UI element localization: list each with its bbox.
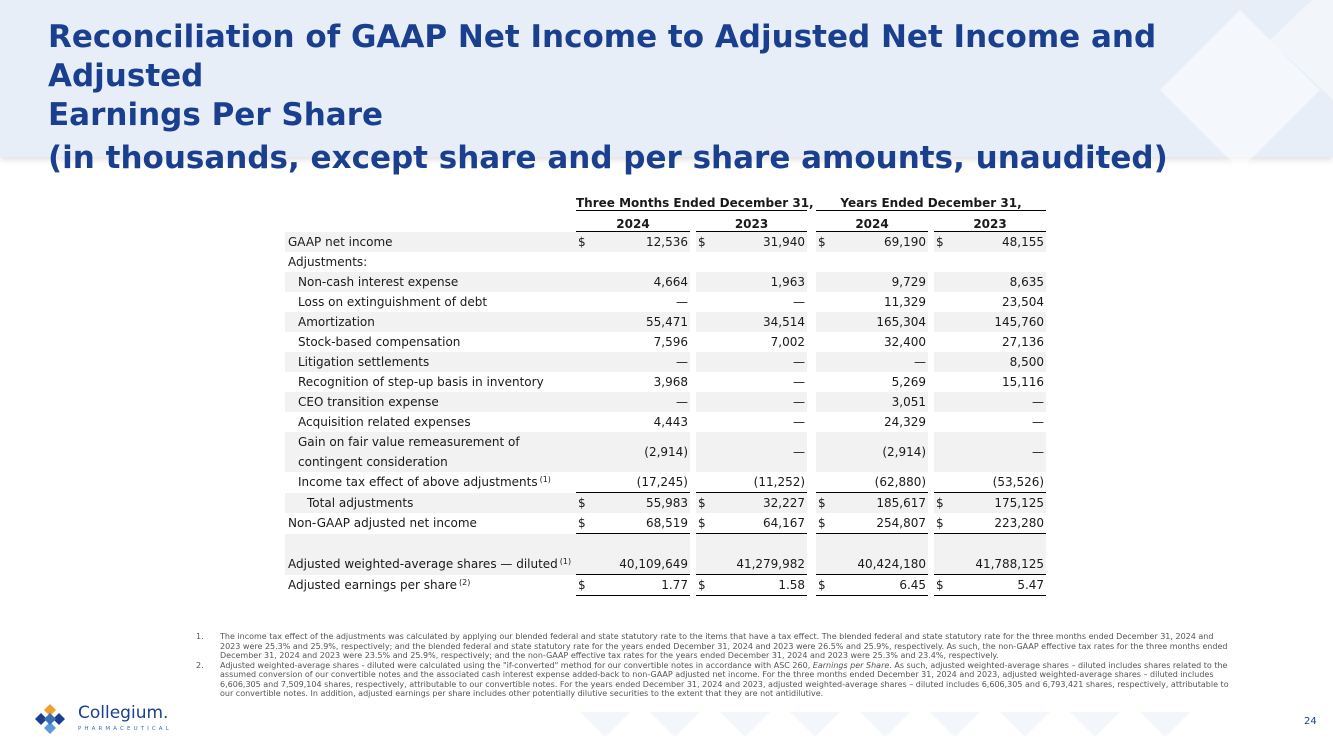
row-label — [285, 554, 576, 575]
currency-symbol — [696, 372, 716, 392]
value-cell: (53,526) — [992, 475, 1045, 489]
table-row — [285, 252, 1046, 272]
currency-symbol — [934, 392, 954, 412]
group-header-row — [285, 190, 1046, 211]
currency-symbol — [576, 312, 596, 332]
value-cell: 7,596 — [653, 335, 688, 349]
currency-symbol — [934, 372, 954, 392]
currency-symbol: $ — [816, 493, 836, 514]
footnotes — [196, 632, 1232, 699]
row-label-text: Adjusted earnings per share — [288, 578, 458, 592]
value-cell: (2,914) — [836, 432, 928, 472]
value-cell: — — [793, 375, 806, 389]
footnote-ref: (1) — [559, 557, 572, 567]
value-cell: 41,279,982 — [716, 554, 807, 575]
row-label-text: Adjustments: — [288, 255, 368, 269]
logo-name: Collegium. — [78, 703, 169, 723]
table-row — [285, 412, 1046, 432]
value-cell: — — [596, 392, 690, 412]
row-label-text: Gain on fair value remeasurement of contingent consideration — [298, 435, 520, 469]
value-cell: (11,252) — [753, 475, 806, 489]
value-cell: 32,227 — [716, 493, 807, 514]
row-label — [285, 392, 576, 412]
page-title — [48, 18, 1288, 178]
table-row — [285, 272, 1046, 292]
value-cell: 34,514 — [716, 312, 807, 332]
currency-symbol — [934, 472, 954, 493]
value-cell: — — [954, 432, 1046, 472]
currency-symbol: $ — [576, 493, 596, 514]
value-cell: — — [716, 392, 807, 412]
value-cell: 3,968 — [653, 375, 688, 389]
value-cell: — — [716, 432, 807, 472]
currency-symbol: $ — [576, 232, 596, 253]
currency-symbol — [576, 372, 596, 392]
currency-symbol — [934, 432, 954, 472]
row-label-text: Total adjustments — [307, 495, 414, 510]
year-header: 2023 — [696, 211, 807, 232]
value-cell: 68,519 — [596, 513, 690, 534]
row-label — [285, 272, 576, 292]
row-label — [285, 372, 576, 392]
value-cell: 55,471 — [596, 312, 690, 332]
header-years: Years Ended December 31, — [816, 190, 1046, 211]
currency-symbol — [696, 412, 716, 432]
footnote-1 — [196, 632, 1232, 661]
value-cell: 254,807 — [836, 513, 928, 534]
table-row — [285, 332, 1046, 352]
currency-symbol: $ — [696, 232, 716, 253]
currency-symbol: $ — [934, 575, 954, 596]
table-row — [285, 513, 1046, 534]
row-label-text: CEO transition expense — [298, 395, 439, 409]
currency-symbol — [696, 292, 716, 312]
currency-symbol — [696, 252, 716, 272]
footnote-ref: (2) — [459, 578, 471, 587]
currency-symbol — [816, 312, 836, 332]
row-label — [285, 432, 576, 472]
currency-symbol: $ — [696, 575, 716, 596]
value-cell: 15,116 — [1002, 375, 1045, 389]
value-cell: 1,963 — [716, 272, 807, 292]
value-cell: — — [793, 295, 806, 309]
currency-symbol — [816, 554, 836, 575]
footnote-text: The income tax effect of the adjustments was calculated by applying our blended federal and state statutory rate to the items that have a tax effect. The blended federal and state statutory rate for the three months ended December 31, 2024 and 2023 were 25.3% and 25.9%, respectively; and the blended federal and state statutory rate for the years ended December 31, 2024 and 2023 were 26.5% and 25.9%, respectively. As such, the non-GAAP effective tax rates for the three months ended December 31, 2024 and 2023 were 23.5% and 25.9%, respectively; and the non-GAAP effective tax rates for the years ended December 31, 2024 and 2023 were 25.3% and 23.4%, respectively. — [220, 632, 1228, 660]
row-label-text: Non-cash interest expense — [298, 275, 459, 289]
currency-symbol: $ — [934, 232, 954, 253]
currency-symbol: $ — [816, 575, 836, 596]
currency-symbol — [816, 372, 836, 392]
currency-symbol — [696, 432, 716, 472]
value-cell: 5,269 — [891, 375, 927, 389]
row-label-text: Income tax effect of above adjustments — [298, 475, 538, 490]
value-cell: 165,304 — [836, 312, 928, 332]
value-cell: (2,914) — [596, 432, 690, 472]
value-cell: 4,443 — [653, 415, 688, 429]
currency-symbol: $ — [696, 513, 716, 534]
footer-decoration — [560, 702, 1260, 749]
currency-symbol: $ — [934, 493, 954, 514]
currency-symbol — [696, 352, 716, 372]
value-cell: — — [596, 352, 690, 372]
table-row — [285, 372, 1046, 392]
footnote-2 — [196, 661, 1232, 699]
table-row — [285, 292, 1046, 312]
title-subtitle: (in thousands, except share and per share amounts, unaudited) — [48, 140, 1168, 176]
currency-symbol — [816, 392, 836, 412]
header-band — [0, 0, 1333, 176]
value-cell: 31,940 — [716, 232, 807, 253]
currency-symbol: $ — [816, 513, 836, 534]
footnote-number: 2. — [196, 660, 204, 670]
value-cell: — — [836, 352, 928, 372]
value-cell: 185,617 — [836, 493, 928, 514]
value-cell: (17,245) — [636, 475, 688, 489]
value-cell: 41,788,125 — [954, 554, 1046, 575]
value-cell: 5.47 — [954, 575, 1046, 596]
currency-symbol — [576, 472, 596, 493]
currency-symbol — [696, 272, 716, 292]
currency-symbol — [934, 554, 954, 575]
currency-symbol — [816, 292, 836, 312]
row-label-text: Acquisition related expenses — [298, 415, 471, 429]
row-label-text: Non-GAAP adjusted net income — [288, 516, 477, 531]
footnote-emphasis: Earnings per Share — [812, 660, 890, 670]
currency-symbol — [816, 352, 836, 372]
table-row — [285, 575, 1046, 596]
spacer-row — [285, 534, 1046, 555]
currency-symbol — [696, 392, 716, 412]
table-row — [285, 352, 1046, 372]
footnote-text: . As such, adjusted weighted-average shares – diluted includes shares related to the assumed conversion of our convertible notes and the associated cash interest expense added-back to non-GAAP adjusted net income. For the three months ended December 31, 2024 and 2023, adjusted weighted-average shares – diluted includes 6,606,305 and 7,509,104 shares, respectively, attributable to our convertible notes. For the years ended December 31, 2024 and 2023, adjusted weighted-average shares – diluted includes 6,606,305 and 6,793,421 shares, respectively, attributable to our convertible notes. In addition, adjusted earnings per share includes other potentially dilutive securities to the extent that they are not antidilutive. — [220, 660, 1229, 698]
value-cell: 223,280 — [954, 513, 1046, 534]
row-label-text: Adjusted weighted-average shares — diluted — [288, 557, 558, 572]
row-label — [285, 472, 576, 493]
value-cell — [836, 252, 928, 272]
table-row — [285, 554, 1046, 575]
value-cell: 55,983 — [596, 493, 690, 514]
value-cell — [716, 252, 807, 272]
footnote-text: Adjusted weighted-average shares - diluted were calculated using the "if-converted" method for our convertible notes in accordance with ASC 260, — [220, 660, 813, 670]
currency-symbol — [816, 412, 836, 432]
year-header-row — [285, 211, 1046, 232]
value-cell: 12,536 — [596, 232, 690, 253]
row-label — [285, 232, 576, 253]
title-line-1: Reconciliation of GAAP Net Income to Adjusted Net Income and Adjusted — [48, 19, 1157, 94]
value-cell: 23,504 — [1002, 295, 1045, 309]
row-label-text: Amortization — [298, 315, 375, 329]
currency-symbol — [934, 272, 954, 292]
value-cell: 32,400 — [884, 335, 927, 349]
logo-subtitle: PHARMACEUTICAL — [78, 726, 172, 732]
currency-symbol: $ — [934, 513, 954, 534]
value-cell: 175,125 — [954, 493, 1046, 514]
currency-symbol — [816, 432, 836, 472]
currency-symbol — [816, 332, 836, 352]
currency-symbol — [576, 292, 596, 312]
value-cell: 11,329 — [884, 295, 927, 309]
table-row — [285, 493, 1046, 514]
currency-symbol — [696, 554, 716, 575]
value-cell: 9,729 — [836, 272, 928, 292]
currency-symbol — [934, 292, 954, 312]
collegium-mark-icon — [36, 701, 76, 735]
row-label — [285, 352, 576, 372]
currency-symbol — [576, 554, 596, 575]
value-cell: 8,500 — [954, 352, 1046, 372]
row-label-text: Recognition of step-up basis in inventory — [298, 375, 544, 389]
table-row — [285, 392, 1046, 412]
year-header: 2024 — [816, 211, 928, 232]
value-cell: 3,051 — [836, 392, 928, 412]
row-label-text: Stock-based compensation — [298, 335, 461, 349]
row-label-text: GAAP net income — [288, 234, 393, 249]
currency-symbol — [934, 312, 954, 332]
value-cell: 64,167 — [716, 513, 807, 534]
value-cell: 69,190 — [836, 232, 928, 253]
currency-symbol: $ — [696, 493, 716, 514]
currency-symbol — [576, 412, 596, 432]
currency-symbol — [576, 252, 596, 272]
row-label — [285, 312, 576, 332]
row-label — [285, 292, 576, 312]
currency-symbol — [934, 412, 954, 432]
value-cell: 1.58 — [716, 575, 807, 596]
page-number: 24 — [1304, 716, 1317, 727]
value-cell — [596, 252, 690, 272]
currency-symbol — [696, 332, 716, 352]
value-cell: — — [716, 352, 807, 372]
currency-symbol — [934, 352, 954, 372]
currency-symbol: $ — [816, 232, 836, 253]
currency-symbol — [576, 352, 596, 372]
company-logo — [36, 697, 196, 741]
value-cell: 145,760 — [954, 312, 1046, 332]
value-cell: 6.45 — [836, 575, 928, 596]
title-line-2: Earnings Per Share — [48, 97, 384, 133]
currency-symbol — [696, 472, 716, 493]
currency-symbol — [816, 252, 836, 272]
currency-symbol — [934, 332, 954, 352]
value-cell — [954, 252, 1046, 272]
currency-symbol — [696, 312, 716, 332]
row-label — [285, 493, 576, 514]
currency-symbol: $ — [576, 513, 596, 534]
footnote-number: 1. — [196, 632, 204, 641]
currency-symbol: $ — [576, 575, 596, 596]
value-cell: — — [954, 392, 1046, 412]
row-label-text: Litigation settlements — [298, 355, 430, 369]
value-cell: 27,136 — [1002, 335, 1045, 349]
value-cell: 48,155 — [954, 232, 1046, 253]
value-cell: 40,109,649 — [596, 554, 690, 575]
year-header: 2024 — [576, 211, 690, 232]
currency-symbol — [576, 392, 596, 412]
value-cell: 4,664 — [596, 272, 690, 292]
value-cell: 1.77 — [596, 575, 690, 596]
value-cell: — — [1032, 415, 1045, 429]
value-cell: — — [676, 295, 688, 309]
value-cell: 24,329 — [884, 415, 927, 429]
value-cell: (62,880) — [874, 475, 927, 489]
row-label — [285, 513, 576, 534]
currency-symbol — [576, 332, 596, 352]
row-label — [285, 412, 576, 432]
currency-symbol — [816, 272, 836, 292]
row-label — [285, 332, 576, 352]
table-row — [285, 232, 1046, 253]
row-label — [285, 575, 576, 596]
value-cell: 8,635 — [954, 272, 1046, 292]
year-header: 2023 — [934, 211, 1046, 232]
value-cell: — — [793, 415, 806, 429]
table-row — [285, 472, 1046, 493]
currency-symbol — [576, 432, 596, 472]
currency-symbol — [576, 272, 596, 292]
value-cell: 40,424,180 — [836, 554, 928, 575]
currency-symbol — [816, 472, 836, 493]
value-cell: 7,002 — [770, 335, 806, 349]
table-row — [285, 312, 1046, 332]
row-label-text: Loss on extinguishment of debt — [298, 295, 488, 309]
row-label — [285, 252, 576, 272]
header-three-months: Three Months Ended December 31, — [576, 190, 807, 211]
currency-symbol — [934, 252, 954, 272]
reconciliation-table — [285, 190, 1046, 596]
table-row — [285, 432, 1046, 472]
footnote-ref: (1) — [539, 475, 551, 485]
